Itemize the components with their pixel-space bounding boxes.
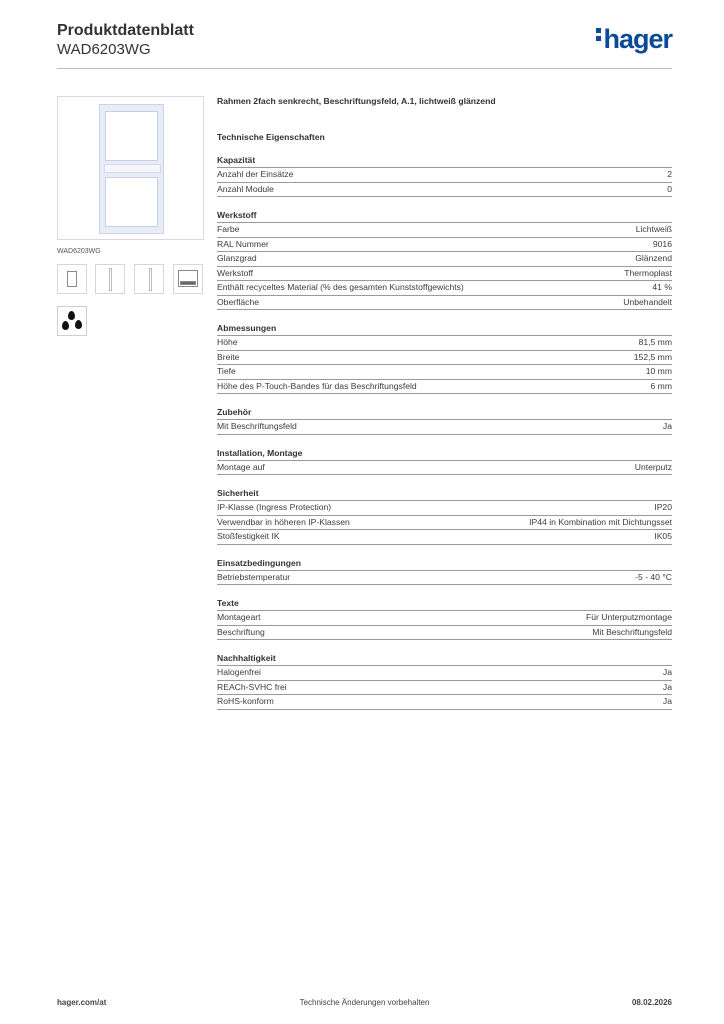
section-title: Zubehör: [217, 407, 672, 420]
frame-side-icon[interactable]: [95, 264, 125, 294]
property-value: 2: [667, 169, 672, 179]
property-label: Beschriftung: [217, 626, 265, 637]
property-label: Mit Beschriftungsfeld: [217, 421, 297, 431]
property-label: IP-Klasse (Ingress Protection): [217, 502, 332, 512]
page-header: [57, 20, 672, 69]
section: [217, 155, 672, 197]
property-row: [217, 351, 672, 366]
property-label: Werkstoff: [217, 267, 253, 278]
property-label: Halogenfrei: [217, 667, 261, 677]
section-title: Einsatzbedingungen: [217, 558, 672, 571]
property-row: [217, 695, 672, 710]
section: [217, 323, 672, 394]
property-value: IP44 in Kombination mit Dichtungsset: [529, 516, 672, 527]
property-row: [217, 296, 672, 311]
property-value: Ja: [662, 421, 672, 431]
property-value: 81,5 mm: [638, 337, 672, 347]
section: [217, 653, 672, 710]
property-value: 9016: [652, 238, 672, 249]
property-row: [217, 666, 672, 681]
property-row: [217, 501, 672, 516]
property-row: [217, 626, 672, 641]
property-label: Verwendbar in höheren IP-Klassen: [217, 516, 350, 527]
property-label: Höhe des P-Touch-Bandes für das Beschriftungsfeld: [217, 380, 417, 391]
property-label: Oberfläche: [217, 296, 260, 307]
property-value: Für Unterputzmontage: [586, 612, 672, 622]
logo-dots-icon: [596, 28, 601, 44]
property-row: [217, 281, 672, 296]
section-title: Kapazität: [217, 155, 672, 168]
section-title: Werkstoff: [217, 210, 672, 223]
property-value: IK05: [654, 531, 672, 541]
product-image: [57, 96, 204, 240]
property-row: [217, 571, 672, 586]
property-value: Glänzend: [635, 253, 672, 263]
property-value: 152,5 mm: [633, 351, 672, 362]
property-label: Anzahl Module: [217, 183, 274, 194]
property-label: Höhe: [217, 337, 238, 347]
property-label: Stoßfestigkeit IK: [217, 531, 280, 541]
water-drop-icon: [57, 306, 87, 336]
property-label: Tiefe: [217, 366, 236, 376]
property-value: 0: [667, 183, 672, 194]
property-value: 10 mm: [645, 366, 672, 376]
product-media: [57, 96, 204, 336]
frame-illustration: [99, 104, 164, 234]
property-label: RAL Nummer: [217, 238, 269, 249]
technical-properties-heading: Technische Eigenschaften: [217, 132, 325, 142]
property-value: 41 %: [652, 282, 672, 292]
property-row: [217, 516, 672, 531]
property-sections: [217, 155, 672, 710]
footer-date: 08.02.2026: [631, 998, 672, 1007]
property-value: Ja: [662, 681, 672, 692]
image-caption: WAD6203WG: [57, 248, 101, 255]
property-row: [217, 530, 672, 545]
datasheet-content: [217, 96, 672, 710]
property-label: Breite: [217, 351, 240, 362]
product-description: Rahmen 2fach senkrecht, Beschriftungsfeld, A.1, lichtweiß glänzend: [217, 96, 496, 106]
property-value: Mit Beschriftungsfeld: [592, 626, 672, 637]
section: [217, 488, 672, 545]
logo-text: hager: [603, 24, 672, 54]
property-label: Betriebstemperatur: [217, 571, 291, 582]
section: [217, 598, 672, 640]
property-row: [217, 252, 672, 267]
footer-website[interactable]: hager.com/at: [57, 998, 107, 1007]
frame-opening-bottom: [105, 177, 158, 227]
section-title: Texte: [217, 598, 672, 611]
property-label: Anzahl der Einsätze: [217, 169, 294, 179]
product-code: WAD6203WG: [57, 41, 151, 58]
section: [217, 407, 672, 435]
document-title: Produktdatenblatt: [57, 22, 194, 39]
section-title: Nachhaltigkeit: [217, 653, 672, 666]
property-value: Unterputz: [634, 461, 672, 472]
property-row: [217, 168, 672, 183]
section-title: Abmessungen: [217, 323, 672, 336]
property-label: REACh-SVHC frei: [217, 681, 287, 692]
property-row: [217, 611, 672, 626]
frame-opening-top: [105, 111, 158, 161]
hager-logo: [596, 24, 672, 55]
property-row: [217, 380, 672, 395]
property-value: Unbehandelt: [623, 296, 672, 307]
property-row: [217, 336, 672, 351]
property-row: [217, 681, 672, 696]
footer-disclaimer: Technische Änderungen vorbehalten: [299, 998, 430, 1007]
section-title: Sicherheit: [217, 488, 672, 501]
property-value: Ja: [662, 696, 672, 706]
property-value: 6 mm: [650, 380, 672, 391]
property-value: -5 - 40 °C: [635, 571, 672, 582]
section: [217, 210, 672, 310]
frame-label-icon[interactable]: [173, 264, 203, 294]
property-row: [217, 183, 672, 198]
property-label: RoHS-konform: [217, 696, 274, 706]
thumbnail-strip: [57, 264, 204, 296]
section-title: Installation, Montage: [217, 448, 672, 461]
property-label: Glanzgrad: [217, 253, 257, 263]
property-row: [217, 461, 672, 476]
property-row: [217, 420, 672, 435]
frame-back-icon[interactable]: [134, 264, 164, 294]
property-value: Thermoplast: [624, 267, 672, 278]
property-row: [217, 238, 672, 253]
frame-front-icon[interactable]: [57, 264, 87, 294]
property-row: [217, 365, 672, 380]
property-row: [217, 223, 672, 238]
section: [217, 448, 672, 476]
property-label: Enthält recyceltes Material (% des gesamten Kunststoffgewichts): [217, 282, 464, 292]
property-label: Montage auf: [217, 461, 265, 472]
property-value: Ja: [662, 667, 672, 677]
property-label: Montageart: [217, 612, 261, 622]
property-row: [217, 267, 672, 282]
property-label: Farbe: [217, 224, 240, 234]
label-field: [104, 164, 161, 173]
section: [217, 558, 672, 586]
property-value: Lichtweiß: [635, 224, 672, 234]
property-value: IP20: [654, 502, 672, 512]
